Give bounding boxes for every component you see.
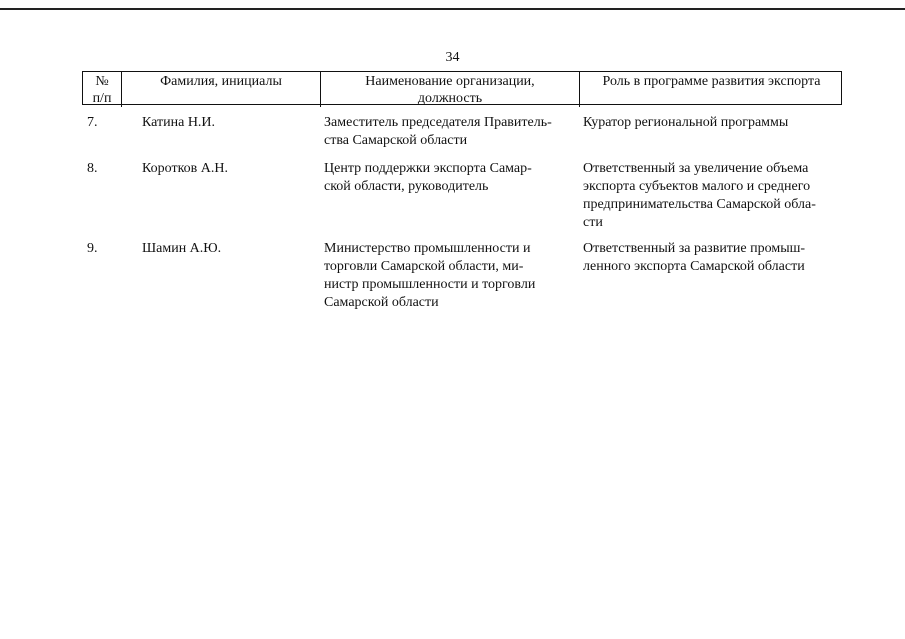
row-org: Центр поддержки экспорта Самар- ской области, руководитель — [324, 161, 532, 194]
table-body — [82, 114, 842, 360]
row-num: 9. — [87, 241, 98, 256]
row-org: Заместитель председателя Правитель- ства Самарской области — [324, 115, 552, 148]
row-role: Куратор региональной программы — [583, 115, 789, 130]
row-name: Шамин А.Ю. — [142, 241, 222, 256]
table-header — [82, 71, 842, 105]
page-number: 34 — [445, 50, 460, 65]
top-rule — [0, 8, 905, 10]
header-num: № п/п — [92, 74, 112, 106]
table-row — [82, 240, 842, 360]
header-role: Роль в программе развития экспорта — [579, 72, 843, 107]
row-num: 8. — [87, 161, 98, 176]
row-name: Катина Н.И. — [142, 115, 216, 130]
table-row — [82, 160, 842, 240]
row-org: Министерство промышленности и торговли Самарской области, ми- нистр промышленности и торговли Самарской области — [324, 241, 536, 310]
row-name: Коротков А.Н. — [142, 161, 228, 176]
row-num: 7. — [87, 115, 98, 130]
row-role: Ответственный за увеличение объема экспорта субъектов малого и среднего предпринимательства Самарской обла- сти — [583, 161, 816, 230]
header-org: Наименование организации, должность — [320, 72, 579, 107]
row-role: Ответственный за развитие промыш- ленного экспорта Самарской области — [583, 241, 806, 274]
header-name: Фамилия, инициалы — [121, 72, 320, 107]
table-row — [82, 114, 842, 160]
